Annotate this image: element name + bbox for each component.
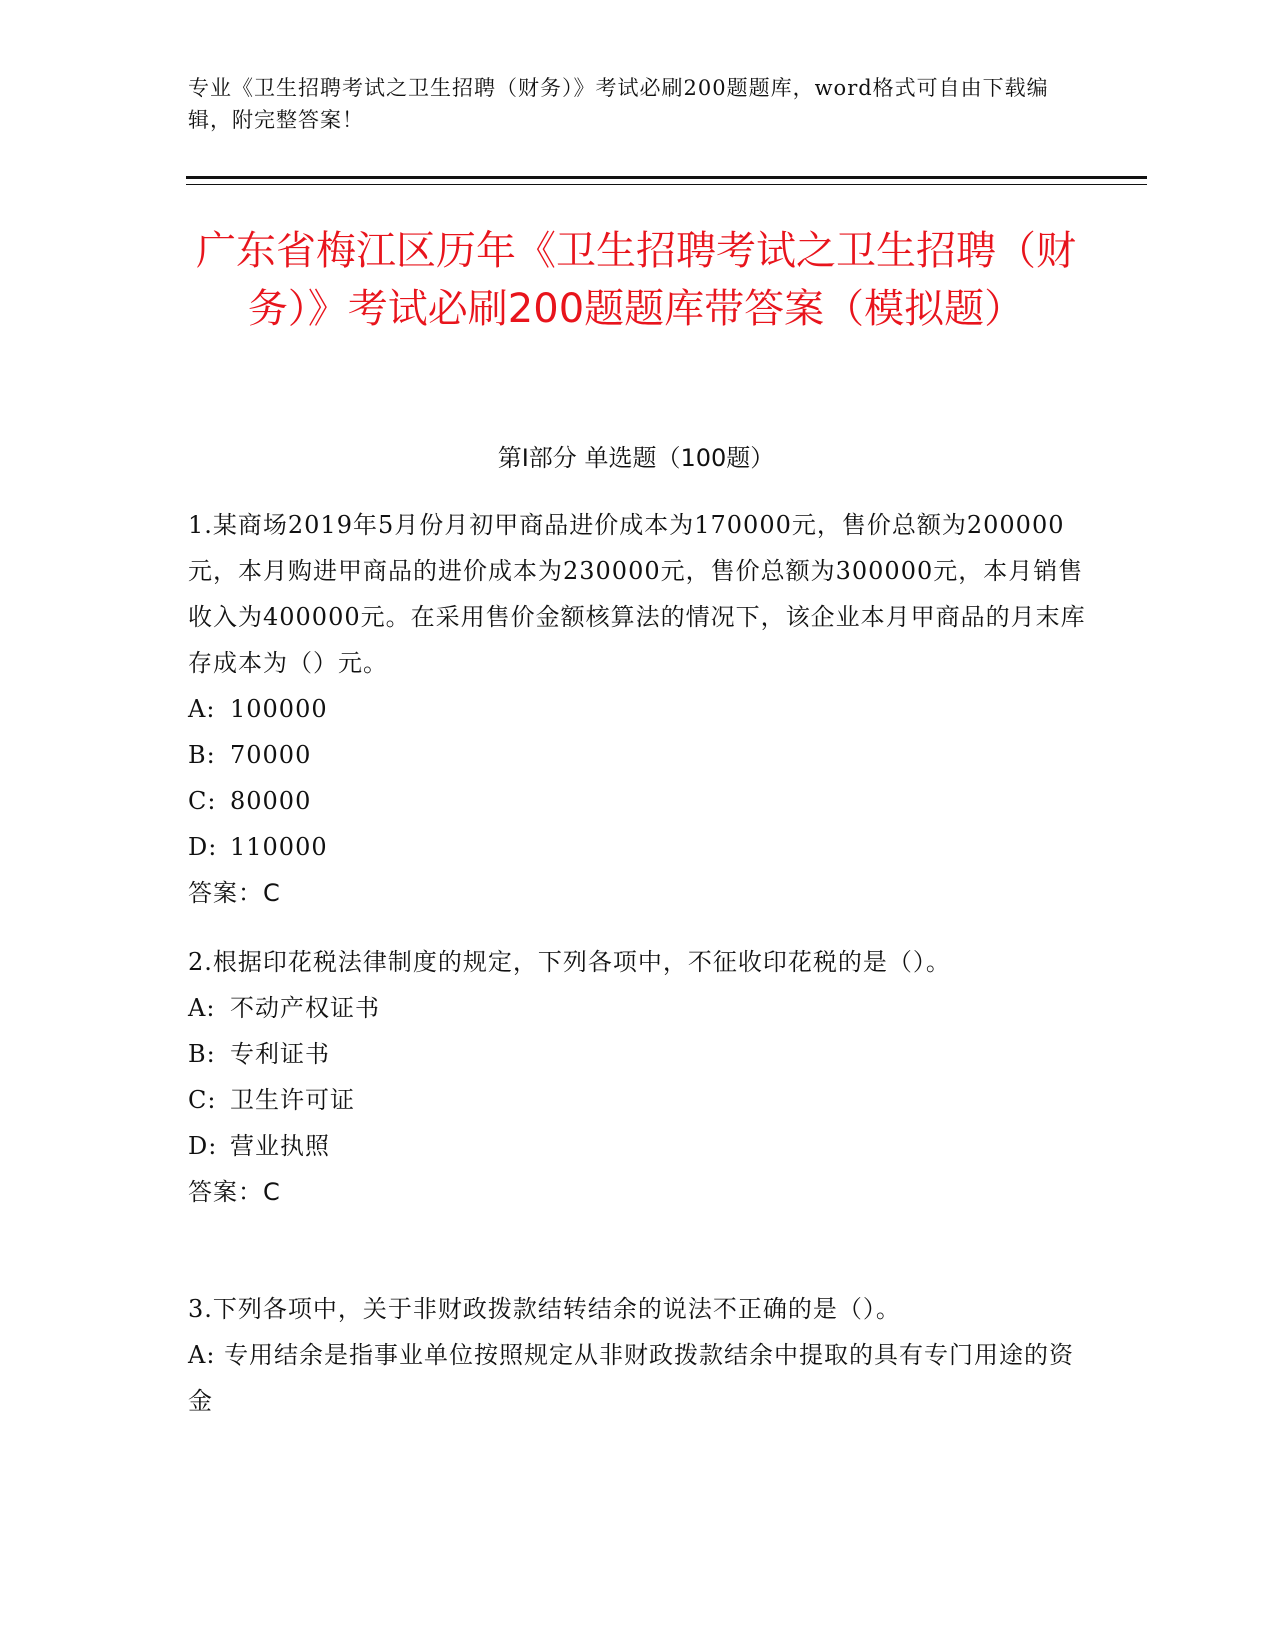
option-d [188, 1123, 1088, 1169]
section-title: 第I部分 单选题（100题） [497, 444, 775, 472]
option-b [188, 732, 1088, 778]
header-rule-thin [186, 184, 1147, 185]
question-text: 3.下列各项中，关于非财政拨款结转结余的说法不正确的是（）。 [188, 1295, 901, 1323]
option-text: 专用结余是指事业单位按照规定从非财政拨款结余中提取的具有专门用途的资金 [188, 1341, 1075, 1415]
option-a [188, 686, 1088, 732]
option-text: 100000 [230, 695, 328, 723]
option-text: 不动产权证书 [230, 994, 380, 1022]
question-3 [188, 1286, 1088, 1424]
option-key: A: [188, 1341, 216, 1369]
option-key: D: [188, 1132, 218, 1160]
answer: 答案：C [188, 879, 281, 907]
option-text: 70000 [230, 741, 312, 769]
option-b [188, 1031, 1088, 1077]
option-a [188, 985, 1088, 1031]
option-text: 80000 [230, 787, 312, 815]
header-note: 专业《卫生招聘考试之卫生招聘（财务）》考试必刷200题题库，word格式可自由下载编辑，附完整答案！ [188, 76, 1049, 132]
question-text: 1.某商场2019年5月份月初甲商品进价成本为170000元，售价总额为200000元，本月购进甲商品的进价成本为230000元，售价总额为300000元，本月销售收入为400000元。在采用售价金额核算法的情况下，该企业本月甲商品的月末库存成本为（）元。 [188, 511, 1086, 677]
option-key: B: [188, 741, 216, 769]
header-rule-thick [186, 176, 1147, 179]
option-key: B: [188, 1040, 216, 1068]
option-key: A: [188, 994, 216, 1022]
option-text: 专利证书 [230, 1040, 330, 1068]
option-text: 营业执照 [230, 1132, 330, 1160]
option-key: D: [188, 833, 218, 861]
option-text: 卫生许可证 [230, 1086, 355, 1114]
answer: 答案：C [188, 1178, 281, 1206]
question-text: 2.根据印花税法律制度的规定，下列各项中，不征收印花税的是（）。 [188, 948, 951, 976]
option-key: C: [188, 787, 217, 815]
option-c [188, 778, 1088, 824]
option-a [188, 1332, 1088, 1424]
question-2 [188, 939, 1088, 1215]
option-key: A: [188, 695, 216, 723]
question-1 [188, 502, 1088, 916]
option-text: 110000 [230, 833, 328, 861]
option-key: C: [188, 1086, 217, 1114]
document-title: 广东省梅江区历年《卫生招聘考试之卫生招聘（财务）》考试必刷200题题库带答案（模拟题） [196, 228, 1076, 332]
option-c [188, 1077, 1088, 1123]
option-d [188, 824, 1088, 870]
